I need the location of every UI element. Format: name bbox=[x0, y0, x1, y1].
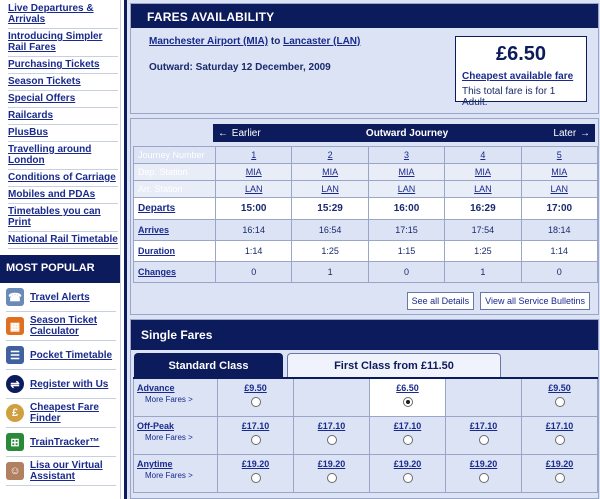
popular-item[interactable] bbox=[6, 399, 116, 428]
dep-station-cell bbox=[445, 164, 521, 181]
fare-radio[interactable] bbox=[403, 435, 413, 445]
fare-price-link[interactable]: £19.20 bbox=[545, 458, 574, 469]
fare-radio[interactable] bbox=[555, 473, 565, 483]
duration-cell: 1:14 bbox=[216, 241, 292, 262]
sidebar-item[interactable] bbox=[8, 204, 118, 232]
timetable-icon: ☰ bbox=[6, 346, 24, 364]
changes-cell: 1 bbox=[445, 262, 521, 283]
fare-radio[interactable] bbox=[251, 473, 261, 483]
popular-link[interactable]: Pocket Timetable bbox=[30, 349, 113, 361]
destination-station-link[interactable]: Lancaster (LAN) bbox=[283, 36, 361, 47]
departs-row bbox=[134, 198, 598, 220]
rail-logo-icon: ⇌ bbox=[6, 375, 24, 393]
sidebar-link[interactable]: National Rail Timetable bbox=[8, 234, 118, 245]
arr-station-link[interactable]: LAN bbox=[397, 184, 416, 194]
arrives-cell: 17:54 bbox=[445, 220, 521, 241]
sidebar-link[interactable]: Special Offers bbox=[8, 93, 76, 104]
duration-row bbox=[134, 241, 598, 262]
popular-item[interactable] bbox=[6, 457, 116, 486]
sidebar-item[interactable] bbox=[8, 170, 118, 187]
sidebar-item[interactable] bbox=[8, 74, 118, 91]
fare-cell bbox=[446, 416, 522, 454]
fare-cell bbox=[446, 454, 522, 492]
changes-cell: 0 bbox=[216, 262, 292, 283]
later-label: Later bbox=[553, 127, 577, 139]
cheapest-fare-note: This total fare is for 1 Adult. bbox=[462, 86, 556, 108]
sidebar-link[interactable]: Introducing Simpler Rail Fares bbox=[8, 31, 103, 53]
changes-cell: 1 bbox=[292, 262, 368, 283]
fare-price-link[interactable]: £6.50 bbox=[396, 383, 419, 393]
fare-cell bbox=[218, 454, 294, 492]
sidebar-link[interactable]: Purchasing Tickets bbox=[8, 59, 100, 70]
arr-station-link[interactable]: LAN bbox=[321, 184, 339, 194]
fare-price-link[interactable]: £19.20 bbox=[241, 458, 270, 469]
arr-station-cell bbox=[521, 181, 597, 198]
arrives-cell: 17:15 bbox=[368, 220, 444, 241]
journey-number-cell bbox=[216, 147, 292, 164]
fares-availability-title: FARES AVAILABILITY bbox=[131, 4, 598, 28]
phone-alert-icon: ☎ bbox=[6, 288, 24, 306]
journey-number-link[interactable]: 4 bbox=[480, 150, 486, 160]
fare-type-link[interactable]: Advance bbox=[137, 383, 175, 393]
more-fares-link[interactable]: More Fares > bbox=[145, 432, 193, 442]
departs-cell: 15:29 bbox=[292, 198, 368, 220]
sidebar-link[interactable]: Conditions of Carriage bbox=[8, 172, 116, 183]
sidebar-item[interactable] bbox=[8, 1, 118, 29]
fare-cell bbox=[370, 454, 446, 492]
journey-number-link[interactable]: 3 bbox=[403, 150, 409, 160]
sidebar-item[interactable] bbox=[8, 187, 118, 204]
origin-station-link[interactable]: Manchester Airport (MIA) bbox=[149, 36, 269, 47]
arrow-right-icon: → bbox=[579, 127, 590, 139]
dep-station-link[interactable]: MIA bbox=[474, 167, 491, 177]
fare-type-cell bbox=[134, 378, 218, 416]
fare-radio[interactable] bbox=[327, 473, 337, 483]
view-service-bulletins-button[interactable]: View all Service Bulletins bbox=[480, 292, 590, 310]
fare-radio[interactable] bbox=[479, 435, 489, 445]
arrives-cell: 16:54 bbox=[292, 220, 368, 241]
journey-nav-title: Outward Journey bbox=[365, 127, 449, 139]
row-label: Dep. Station bbox=[134, 164, 216, 181]
journey-number-row bbox=[134, 147, 598, 164]
cheapest-fare-price: £6.50 bbox=[495, 43, 547, 65]
journey-number-link[interactable]: 2 bbox=[327, 150, 333, 160]
fare-price-link[interactable]: £9.50 bbox=[548, 383, 571, 393]
fare-radio-selected[interactable] bbox=[403, 397, 413, 407]
arr-station-cell bbox=[292, 181, 368, 198]
sidebar-link[interactable]: Travelling around London bbox=[8, 144, 92, 166]
arr-station-cell bbox=[368, 181, 444, 198]
popular-link[interactable]: Lisa our Virtual Assistant bbox=[30, 460, 103, 482]
journey-number-cell bbox=[368, 147, 444, 164]
sidebar-item[interactable] bbox=[8, 57, 118, 74]
fare-row-anytime bbox=[134, 454, 598, 492]
fare-price-link[interactable]: £19.20 bbox=[469, 458, 498, 469]
fares-availability-panel bbox=[130, 3, 599, 114]
fare-cell bbox=[522, 416, 598, 454]
fare-row-advance bbox=[134, 378, 598, 416]
journey-number-cell bbox=[521, 147, 597, 164]
sidebar-item[interactable] bbox=[8, 108, 118, 125]
changes-sort-link[interactable]: Changes bbox=[134, 262, 216, 283]
single-fares-panel bbox=[130, 319, 599, 499]
single-fares-title: Single Fares bbox=[131, 320, 598, 350]
journey-actions bbox=[407, 292, 590, 310]
arrives-cell: 18:14 bbox=[521, 220, 597, 241]
arr-station-link[interactable]: LAN bbox=[550, 184, 569, 194]
sidebar-item[interactable] bbox=[8, 232, 118, 249]
fare-type-link[interactable]: Off-Peak bbox=[137, 420, 175, 431]
earlier-label: Earlier bbox=[231, 127, 261, 139]
more-fares-link[interactable]: More Fares > bbox=[145, 395, 193, 404]
sidebar-link[interactable]: Timetables you can Print bbox=[8, 206, 101, 228]
sidebar-link[interactable]: Mobiles and PDAs bbox=[8, 189, 96, 200]
popular-link[interactable]: Cheapest Fare Finder bbox=[30, 402, 99, 424]
popular-item[interactable] bbox=[6, 370, 116, 399]
cheapest-fare-link[interactable]: Cheapest available fare bbox=[462, 71, 574, 82]
dep-station-row bbox=[134, 164, 598, 181]
fare-row-off-peak bbox=[134, 416, 598, 454]
journey-number-cell bbox=[445, 147, 521, 164]
sidebar-item[interactable] bbox=[8, 142, 118, 170]
fare-cell bbox=[294, 416, 370, 454]
fare-cell bbox=[294, 454, 370, 492]
fare-radio[interactable] bbox=[251, 397, 261, 407]
sidebar-link[interactable]: Season Tickets bbox=[8, 76, 81, 87]
arr-station-cell bbox=[445, 181, 521, 198]
popular-link[interactable]: Travel Alerts bbox=[30, 291, 90, 303]
popular-link[interactable]: Register with Us bbox=[30, 378, 109, 390]
fare-radio[interactable] bbox=[251, 435, 261, 445]
dep-station-cell bbox=[368, 164, 444, 181]
row-label: Arr. Station bbox=[134, 181, 216, 198]
tab-standard-class[interactable]: Standard Class bbox=[134, 353, 283, 377]
most-popular-heading: MOST POPULAR bbox=[0, 255, 120, 283]
departs-cell: 17:00 bbox=[521, 198, 597, 220]
dep-station-link[interactable]: MIA bbox=[245, 167, 262, 177]
duration-sort-link[interactable]: Duration bbox=[134, 241, 216, 262]
departs-cell: 15:00 bbox=[216, 198, 292, 220]
duration-cell: 1:25 bbox=[445, 241, 521, 262]
dep-station-link[interactable]: MIA bbox=[551, 167, 568, 177]
journey-nav-bar bbox=[213, 124, 595, 142]
fare-price-link[interactable]: £17.10 bbox=[241, 420, 270, 431]
fare-price-link[interactable]: £17.10 bbox=[469, 420, 498, 431]
dep-station-cell bbox=[521, 164, 597, 181]
main-content bbox=[124, 0, 600, 499]
see-all-details-button[interactable]: See all Details bbox=[407, 292, 475, 310]
arr-station-link[interactable]: LAN bbox=[244, 184, 263, 194]
arrow-left-icon: ← bbox=[218, 127, 228, 139]
dep-station-cell bbox=[216, 164, 292, 181]
departs-sort-link[interactable]: Departs bbox=[134, 198, 216, 220]
duration-cell: 1:14 bbox=[521, 241, 597, 262]
dep-station-link[interactable]: MIA bbox=[398, 167, 415, 177]
popular-item[interactable] bbox=[6, 428, 116, 457]
arr-station-cell bbox=[216, 181, 292, 198]
fare-type-link[interactable]: Anytime bbox=[137, 458, 173, 469]
fare-price-link[interactable]: £17.10 bbox=[393, 420, 422, 431]
fare-radio[interactable] bbox=[555, 397, 565, 407]
fare-cell bbox=[218, 416, 294, 454]
sidebar-link[interactable]: Live Departures & Arrivals bbox=[8, 3, 94, 25]
fare-cell-selected bbox=[370, 378, 446, 416]
journey-number-link[interactable]: 5 bbox=[556, 150, 562, 160]
fare-table bbox=[133, 377, 598, 493]
popular-item[interactable] bbox=[6, 341, 116, 370]
route-line bbox=[149, 36, 360, 47]
left-sidebar bbox=[0, 0, 121, 499]
fare-class-tabs bbox=[131, 353, 598, 377]
earlier-button[interactable] bbox=[217, 128, 261, 139]
changes-cell: 0 bbox=[368, 262, 444, 283]
dep-station-link[interactable]: MIA bbox=[322, 167, 339, 177]
fare-radio[interactable] bbox=[403, 473, 413, 483]
tab-first-class[interactable]: First Class from £11.50 bbox=[287, 353, 501, 377]
popular-item[interactable] bbox=[6, 312, 116, 341]
fare-radio[interactable] bbox=[479, 473, 489, 483]
changes-cell: 0 bbox=[521, 262, 597, 283]
fare-cell-empty bbox=[446, 378, 522, 416]
cheapest-fare-box bbox=[455, 36, 587, 108]
sidebar-item[interactable] bbox=[8, 29, 118, 57]
row-label: Journey Number bbox=[134, 147, 216, 164]
duration-cell: 1:25 bbox=[292, 241, 368, 262]
popular-link[interactable]: TrainTracker™ bbox=[30, 436, 100, 448]
arrives-cell: 16:14 bbox=[216, 220, 292, 241]
departs-cell: 16:29 bbox=[445, 198, 521, 220]
fare-cell bbox=[370, 416, 446, 454]
popular-item[interactable] bbox=[6, 283, 116, 312]
arr-station-link[interactable]: LAN bbox=[474, 184, 492, 194]
fare-cell bbox=[522, 378, 598, 416]
arr-station-row bbox=[134, 181, 598, 198]
arrives-row bbox=[134, 220, 598, 241]
calculator-icon: ▦ bbox=[6, 317, 24, 335]
more-fares-link[interactable]: More Fares > bbox=[145, 470, 193, 480]
fare-cell bbox=[218, 378, 294, 416]
sidebar-nav bbox=[0, 0, 120, 249]
sidebar-item[interactable] bbox=[8, 125, 118, 142]
fare-radio[interactable] bbox=[327, 435, 337, 445]
outward-date: Outward: Saturday 12 December, 2009 bbox=[149, 62, 331, 73]
sidebar-link[interactable]: Railcards bbox=[8, 110, 54, 121]
magnifier-icon: £ bbox=[6, 404, 24, 422]
dep-station-cell bbox=[292, 164, 368, 181]
popular-link[interactable]: Season Ticket Calculator bbox=[30, 315, 98, 337]
fare-price-link[interactable]: £19.20 bbox=[317, 458, 346, 469]
fare-radio[interactable] bbox=[555, 435, 565, 445]
fare-price-link[interactable]: £9.50 bbox=[244, 383, 267, 393]
fare-price-link[interactable]: £17.10 bbox=[317, 420, 346, 431]
traintracker-icon: ⊞ bbox=[6, 433, 24, 451]
duration-cell: 1:15 bbox=[368, 241, 444, 262]
changes-row bbox=[134, 262, 598, 283]
fare-price-link[interactable]: £17.10 bbox=[545, 420, 574, 431]
sidebar-item[interactable] bbox=[8, 91, 118, 108]
fare-cell-empty bbox=[294, 378, 370, 416]
later-button[interactable] bbox=[553, 128, 591, 139]
fare-type-cell bbox=[134, 454, 218, 492]
fare-type-cell bbox=[134, 416, 218, 454]
assistant-avatar-icon: ☺ bbox=[6, 462, 24, 480]
fare-cell bbox=[522, 454, 598, 492]
fare-price-link[interactable]: £19.20 bbox=[393, 458, 422, 469]
sidebar-link[interactable]: PlusBus bbox=[8, 127, 49, 138]
arrives-sort-link[interactable]: Arrives bbox=[134, 220, 216, 241]
route-to: to bbox=[270, 36, 281, 47]
journey-number-cell bbox=[292, 147, 368, 164]
journey-table bbox=[133, 146, 598, 283]
most-popular-list bbox=[0, 283, 120, 486]
journey-number-link[interactable]: 1 bbox=[251, 150, 257, 160]
outward-journey-panel bbox=[130, 118, 599, 315]
departs-cell: 16:00 bbox=[368, 198, 444, 220]
